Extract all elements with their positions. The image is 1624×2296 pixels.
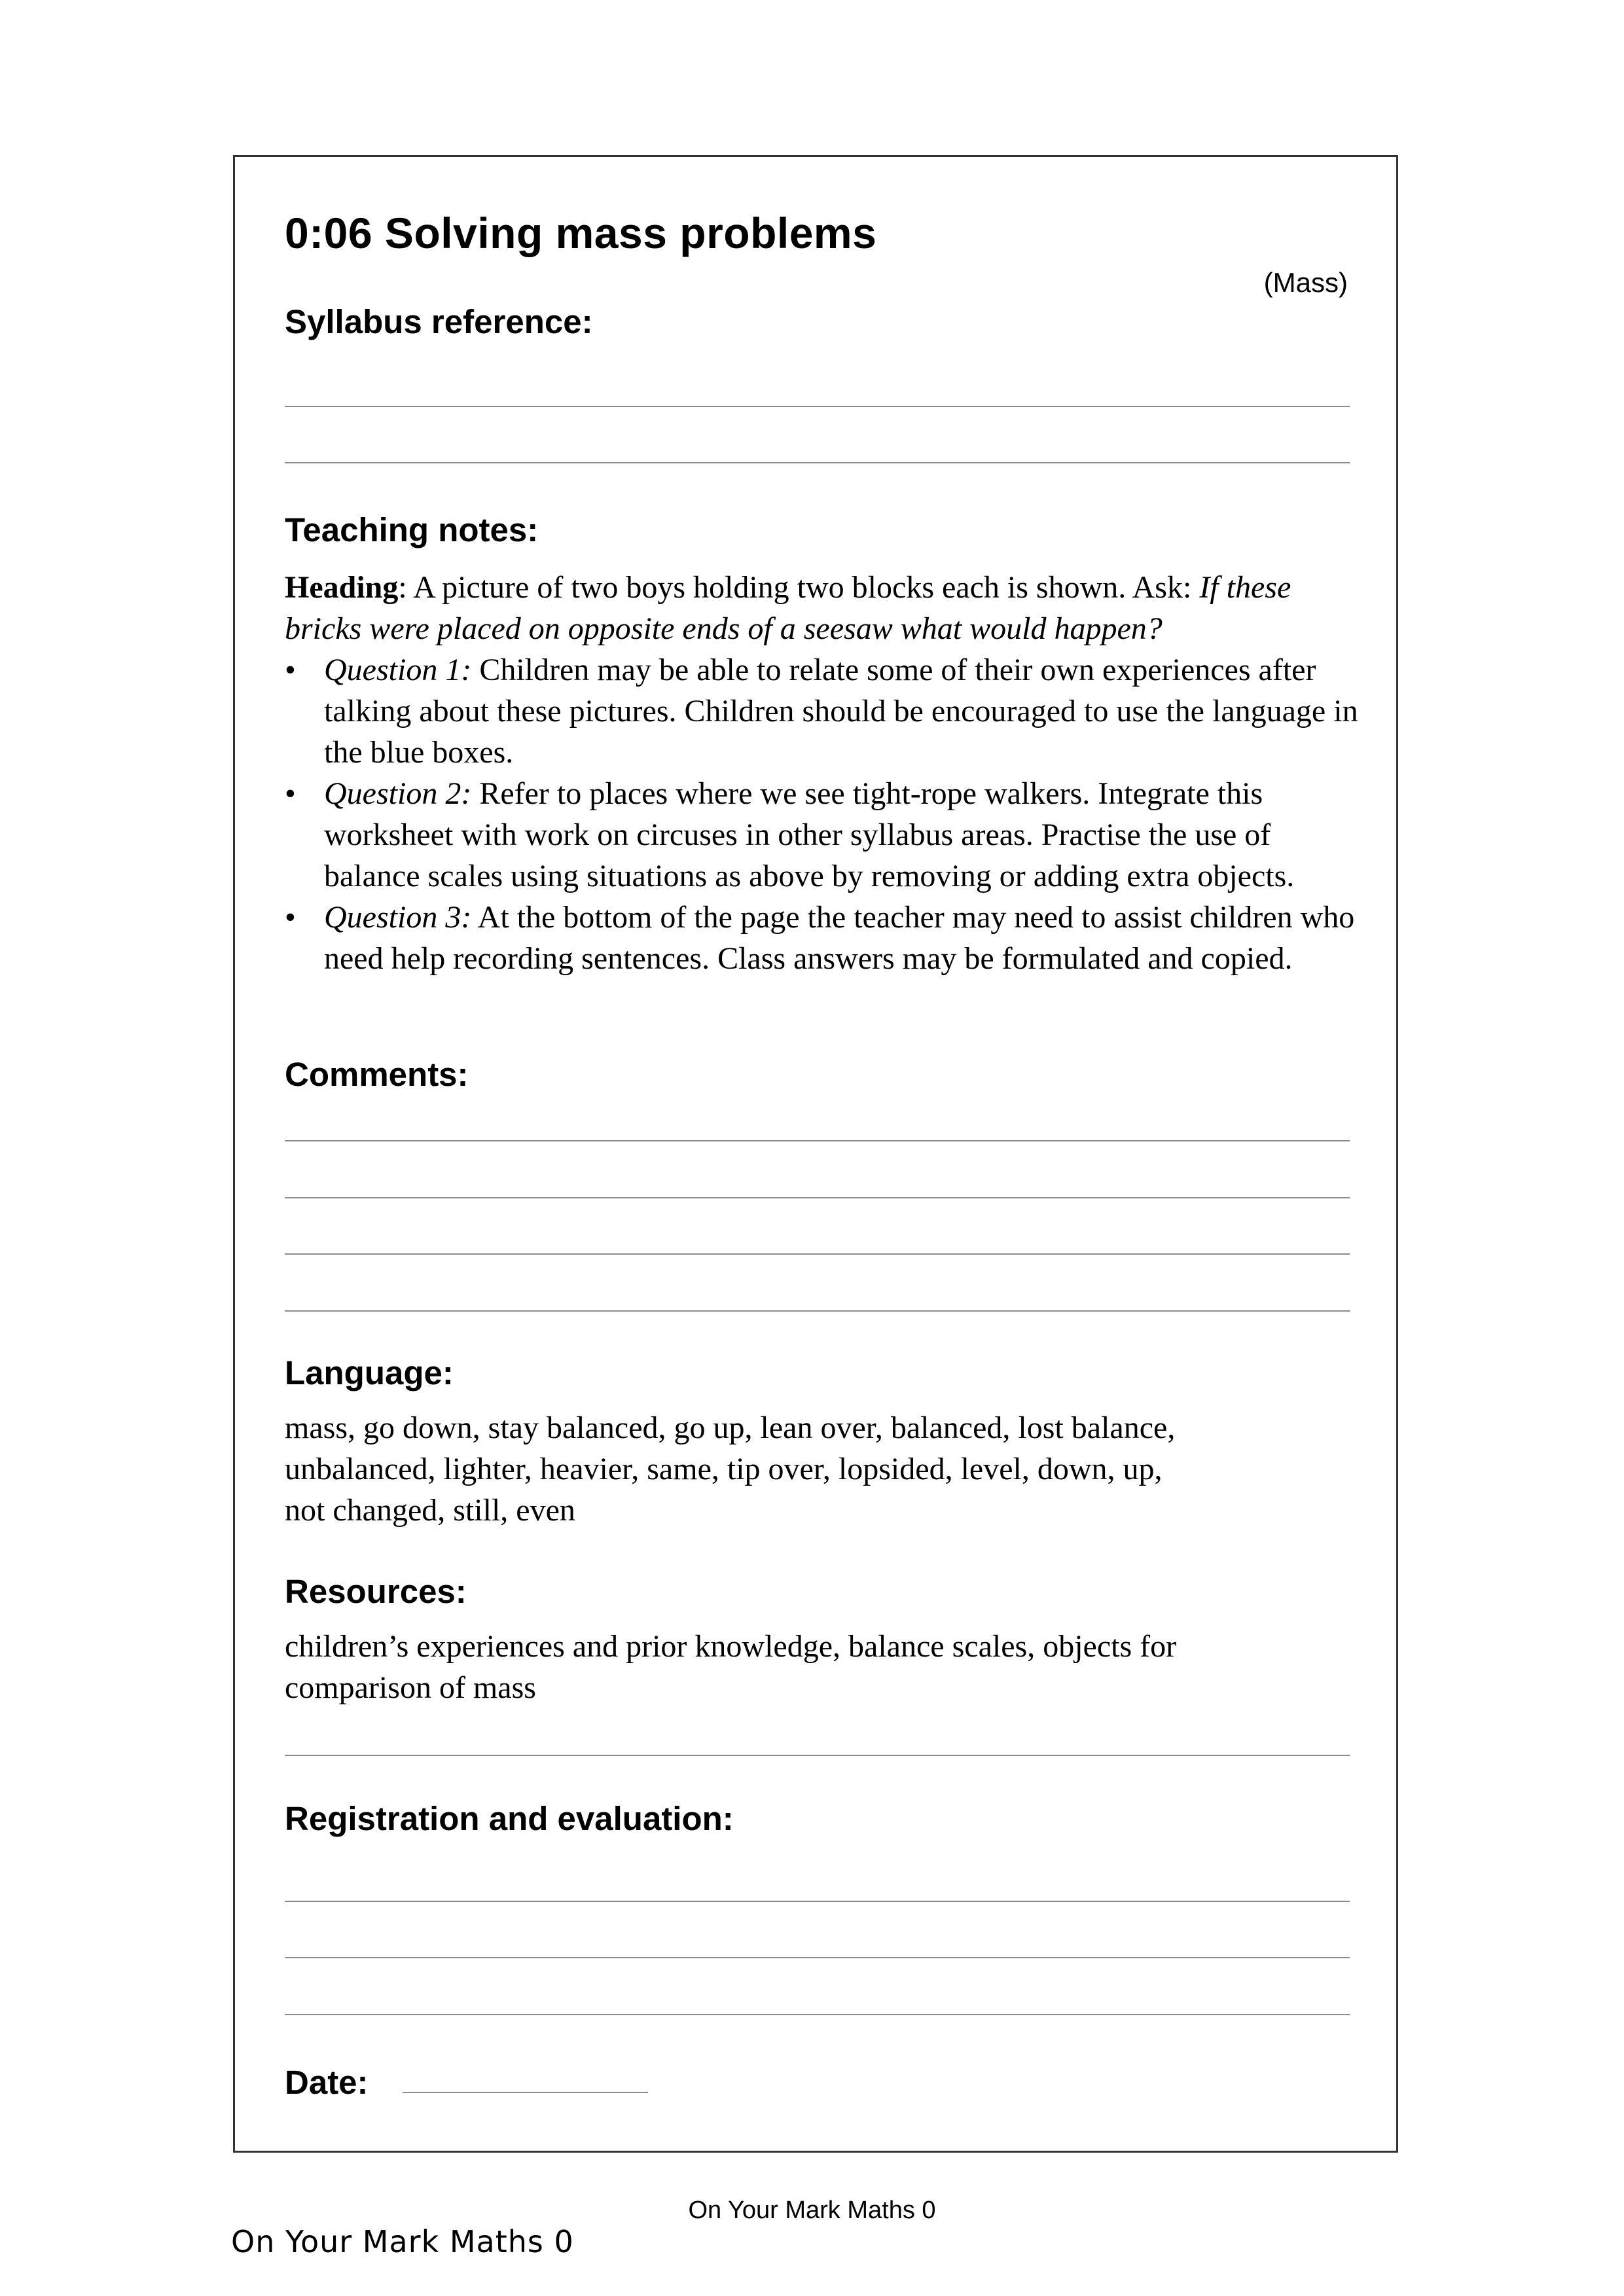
list-item (285, 649, 1358, 773)
intro-label: Heading (285, 570, 399, 605)
date-label: Date: (285, 2064, 369, 2101)
resources-heading: Resources: (285, 1573, 467, 1610)
intro-question: If these bricks were placed on opposite ends of a seesaw what would happen? (285, 570, 1291, 646)
page-frame (233, 155, 1398, 2153)
comments-line[interactable] (285, 1140, 1350, 1141)
teaching-intro (285, 567, 1358, 649)
page-title: 0:06 Solving mass problems (285, 209, 877, 257)
date-field[interactable] (403, 2092, 648, 2093)
comments-line[interactable] (285, 1197, 1350, 1198)
language-line: mass, go down, stay balanced, go up, lean over, balanced, lost balance, (285, 1410, 1176, 1445)
bullet-icon: • (285, 776, 296, 811)
language-heading: Language: (285, 1354, 454, 1391)
registration-heading: Registration and evaluation: (285, 1800, 734, 1837)
footer-left-text: On Your Mark Maths 0 (231, 2224, 574, 2259)
syllabus-heading: Syllabus reference: (285, 303, 593, 340)
question-text: Children may be able to relate some of their own experiences after talking about these pictures. Children should be encouraged to use the language in the blue boxes. (324, 653, 1358, 770)
registration-line[interactable] (285, 1957, 1350, 1958)
teaching-notes-heading: Teaching notes: (285, 511, 539, 548)
comments-heading: Comments: (285, 1056, 469, 1093)
language-line: unbalanced, lighter, heavier, same, tip over, lopsided, level, down, up, (285, 1452, 1163, 1486)
question-text: Refer to places where we see tight-rope walkers. Integrate this worksheet with work on circuses in other syllabus areas. Practise the use of balance scales using situations as above by removing or adding extra objects. (324, 776, 1295, 893)
syllabus-line[interactable] (285, 462, 1350, 463)
resources-text (285, 1626, 1358, 1708)
list-item (285, 773, 1358, 897)
resources-line: comparison of mass (285, 1670, 536, 1705)
resources-line-rule[interactable] (285, 1755, 1350, 1756)
comments-line[interactable] (285, 1310, 1350, 1312)
syllabus-line[interactable] (285, 406, 1350, 407)
language-text (285, 1407, 1358, 1531)
question-notes-list (285, 649, 1358, 979)
bullet-icon: • (285, 900, 296, 935)
question-label: Question 1: (324, 653, 472, 687)
comments-line[interactable] (285, 1253, 1350, 1255)
registration-line[interactable] (285, 2014, 1350, 2015)
footer-center-text: On Your Mark Maths 0 (688, 2197, 936, 2224)
resources-line: children’s experiences and prior knowledge, balance scales, objects for (285, 1629, 1177, 1664)
registration-line[interactable] (285, 1901, 1350, 1902)
question-label: Question 3: (324, 900, 472, 935)
teaching-notes-body (285, 567, 1358, 979)
bullet-icon: • (285, 653, 296, 687)
intro-text: : A picture of two boys holding two blocks each is shown. Ask: (398, 570, 1200, 605)
question-text: At the bottom of the page the teacher may need to assist children who need help recording sentences. Class answers may be formulated and copied. (324, 900, 1355, 976)
list-item (285, 897, 1358, 979)
topic-label: (Mass) (1263, 267, 1348, 298)
question-label: Question 2: (324, 776, 472, 811)
language-line: not changed, still, even (285, 1493, 575, 1528)
